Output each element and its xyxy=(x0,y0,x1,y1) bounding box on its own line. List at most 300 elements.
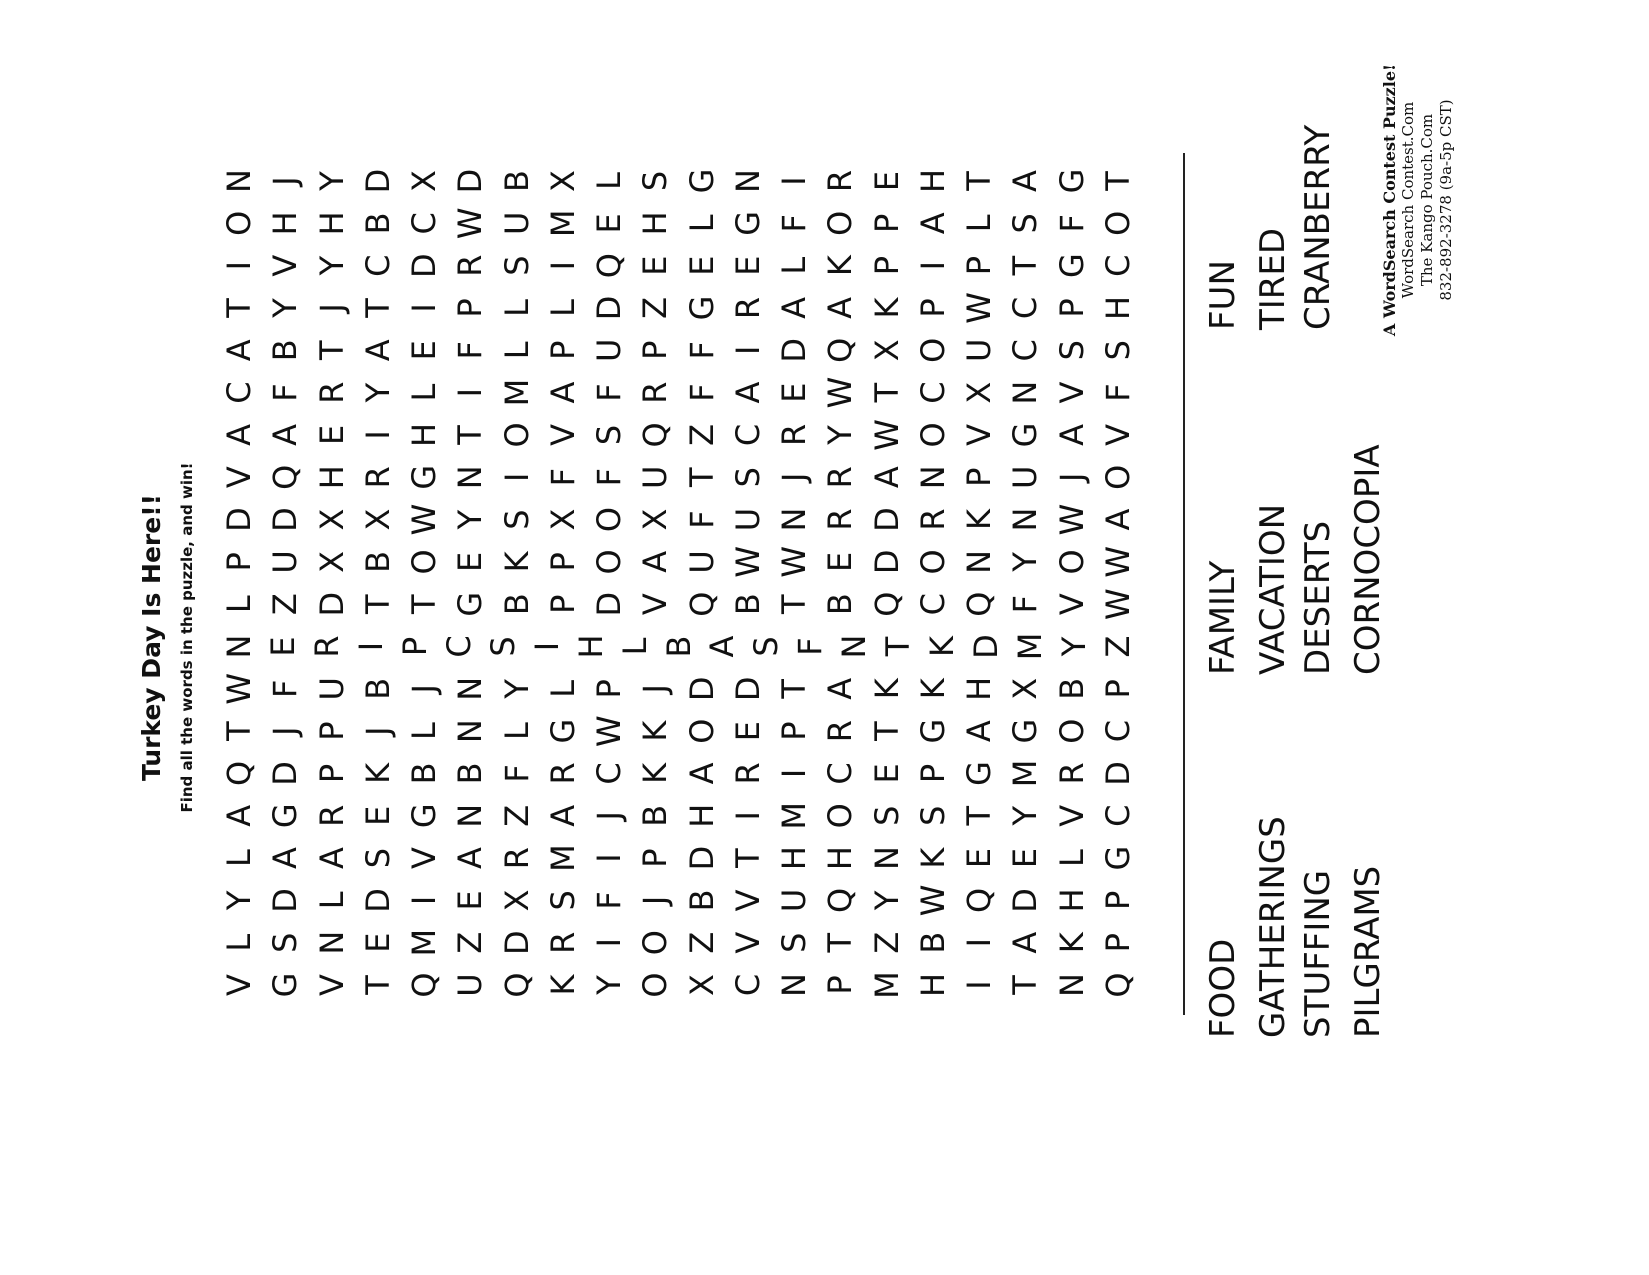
grid-letter[interactable]: L xyxy=(775,256,814,275)
grid-letter[interactable]: X xyxy=(543,508,582,531)
grid-letter[interactable]: D xyxy=(682,845,721,871)
grid-letter[interactable]: N xyxy=(451,676,490,701)
grid-letter[interactable]: C xyxy=(1099,804,1137,827)
grid-letter[interactable]: X xyxy=(636,508,675,531)
grid-letter[interactable]: W xyxy=(775,546,814,578)
grid-letter[interactable]: O xyxy=(682,718,721,744)
grid-letter[interactable]: C xyxy=(1006,296,1045,320)
grid-letter[interactable]: U xyxy=(682,550,721,574)
grid-letter[interactable]: C xyxy=(358,254,397,277)
grid-letter[interactable]: O xyxy=(913,337,952,363)
grid-letter[interactable]: G xyxy=(405,464,444,490)
grid-letter[interactable]: U xyxy=(312,677,351,701)
grid-letter[interactable]: S xyxy=(497,509,536,530)
grid-letter[interactable]: N xyxy=(1006,507,1045,532)
grid-letter[interactable]: Q xyxy=(636,422,675,448)
grid-letter[interactable]: D xyxy=(405,253,444,278)
grid-letter[interactable]: J xyxy=(266,726,305,736)
grid-letter[interactable]: C xyxy=(1099,719,1137,743)
grid-letter[interactable]: Y xyxy=(358,382,397,403)
grid-letter[interactable]: Y xyxy=(867,890,906,911)
grid-letter[interactable]: E xyxy=(263,636,302,657)
grid-letter[interactable]: C xyxy=(405,212,444,235)
grid-letter[interactable]: G xyxy=(682,168,721,194)
grid-letter[interactable]: A xyxy=(1099,508,1137,531)
grid-letter[interactable]: L xyxy=(497,299,536,317)
grid-letter[interactable]: G xyxy=(543,718,582,744)
grid-letter[interactable]: D xyxy=(967,634,1006,659)
grid-letter[interactable]: W xyxy=(960,292,999,324)
grid-letter[interactable]: T xyxy=(312,340,351,361)
grid-letter[interactable]: G xyxy=(728,210,767,236)
grid-letter[interactable]: C xyxy=(728,973,767,997)
grid-letter[interactable]: N xyxy=(913,465,952,490)
grid-letter[interactable]: V xyxy=(220,466,258,489)
grid-letter[interactable]: L xyxy=(405,383,444,402)
grid-letter[interactable]: T xyxy=(1006,975,1045,995)
grid-letter[interactable]: T xyxy=(775,679,814,699)
grid-letter[interactable]: G xyxy=(913,718,952,744)
grid-letter[interactable]: I xyxy=(451,387,490,398)
grid-letter[interactable]: X xyxy=(358,508,397,531)
grid-letter[interactable]: D xyxy=(590,591,629,617)
grid-letter[interactable]: T xyxy=(1006,255,1045,276)
grid-letter[interactable]: S xyxy=(728,467,767,488)
grid-letter[interactable]: P xyxy=(867,213,906,233)
grid-letter[interactable]: J xyxy=(266,176,305,186)
grid-letter[interactable]: R xyxy=(543,762,582,785)
grid-letter[interactable]: I xyxy=(405,895,444,906)
grid-letter[interactable]: H xyxy=(960,676,999,701)
grid-letter[interactable]: Q xyxy=(821,337,860,363)
grid-letter[interactable]: I xyxy=(728,345,767,355)
grid-letter[interactable]: D xyxy=(358,888,397,913)
grid-letter[interactable]: K xyxy=(867,297,906,319)
grid-letter[interactable]: K xyxy=(960,509,999,531)
grid-letter[interactable]: N xyxy=(451,719,490,744)
grid-letter[interactable]: V xyxy=(728,889,767,912)
grid-letter[interactable]: Y xyxy=(1006,552,1045,572)
grid-letter[interactable]: D xyxy=(590,295,629,321)
grid-letter[interactable]: H xyxy=(913,972,952,998)
grid-letter[interactable]: H xyxy=(682,803,721,828)
grid-letter[interactable]: P xyxy=(913,298,952,318)
grid-letter[interactable]: D xyxy=(497,930,536,956)
grid-letter[interactable]: R xyxy=(1052,762,1091,785)
grid-letter[interactable]: X xyxy=(1006,677,1045,700)
grid-letter[interactable]: V xyxy=(636,593,675,616)
grid-letter[interactable]: L xyxy=(312,891,351,910)
grid-letter[interactable]: S xyxy=(266,932,305,953)
grid-letter[interactable]: Y xyxy=(821,425,860,445)
grid-letter[interactable]: U xyxy=(960,338,999,362)
grid-letter[interactable]: X xyxy=(867,339,906,362)
grid-letter[interactable]: P xyxy=(543,594,582,614)
grid-letter[interactable]: P xyxy=(451,298,490,318)
grid-letter[interactable]: P xyxy=(1099,933,1137,953)
grid-letter[interactable]: N xyxy=(728,169,767,193)
grid-letter[interactable]: W xyxy=(451,207,490,240)
grid-letter[interactable]: E xyxy=(312,424,351,446)
grid-letter[interactable]: S xyxy=(590,424,629,446)
grid-letter[interactable]: L xyxy=(960,214,999,233)
grid-letter[interactable]: O xyxy=(497,422,536,448)
grid-letter[interactable]: R xyxy=(821,466,860,489)
grid-letter[interactable]: D xyxy=(220,507,258,532)
grid-letter[interactable]: F xyxy=(497,764,536,783)
grid-letter[interactable]: O xyxy=(913,549,952,575)
grid-letter[interactable]: B xyxy=(358,212,397,235)
grid-letter[interactable]: P xyxy=(867,256,906,276)
grid-letter[interactable]: B xyxy=(1052,677,1091,700)
grid-letter[interactable]: F xyxy=(1099,383,1137,402)
grid-letter[interactable]: N xyxy=(835,634,874,659)
grid-letter[interactable]: P xyxy=(1052,298,1091,318)
grid-letter[interactable]: N xyxy=(1052,973,1091,997)
grid-letter[interactable]: C xyxy=(913,381,952,404)
grid-letter[interactable]: P xyxy=(312,721,351,741)
grid-letter[interactable]: X xyxy=(682,974,721,996)
grid-letter[interactable]: A xyxy=(1006,931,1045,954)
grid-letter[interactable]: Z xyxy=(682,931,721,954)
grid-letter[interactable]: T xyxy=(879,636,918,657)
grid-letter[interactable]: Z xyxy=(451,931,490,954)
grid-letter[interactable]: F xyxy=(682,383,721,402)
grid-letter[interactable]: O xyxy=(590,549,629,575)
grid-letter[interactable]: S xyxy=(497,255,536,276)
grid-letter[interactable]: V xyxy=(960,423,999,446)
grid-letter[interactable]: V xyxy=(1052,593,1091,616)
grid-letter[interactable]: R xyxy=(312,804,351,827)
grid-letter[interactable]: A xyxy=(266,423,305,446)
grid-letter[interactable]: B xyxy=(497,170,536,192)
grid-letter[interactable]: I xyxy=(220,260,258,271)
grid-letter[interactable]: O xyxy=(1052,549,1091,575)
grid-letter[interactable]: N xyxy=(1006,380,1045,405)
grid-letter[interactable]: S xyxy=(1099,340,1137,361)
grid-letter[interactable]: L xyxy=(220,933,258,952)
grid-letter[interactable]: E xyxy=(358,805,397,826)
grid-letter[interactable]: B xyxy=(659,635,698,658)
grid-letter[interactable]: D xyxy=(1006,888,1045,913)
grid-letter[interactable]: A xyxy=(543,381,582,404)
grid-letter[interactable]: H xyxy=(636,211,675,236)
grid-letter[interactable]: D xyxy=(358,168,397,194)
grid-letter[interactable]: K xyxy=(913,678,952,700)
grid-letter[interactable]: B xyxy=(358,550,397,573)
grid-letter[interactable]: V xyxy=(1099,423,1137,446)
grid-letter[interactable]: T xyxy=(775,594,814,614)
grid-letter[interactable]: D xyxy=(775,337,814,363)
grid-letter[interactable]: E xyxy=(451,551,490,572)
grid-letter[interactable]: I xyxy=(497,472,536,482)
grid-letter[interactable]: H xyxy=(312,465,351,490)
grid-letter[interactable]: E xyxy=(358,932,397,953)
grid-letter[interactable]: E xyxy=(682,255,721,276)
grid-letter[interactable]: F xyxy=(543,468,582,487)
grid-letter[interactable]: Z xyxy=(682,423,721,446)
grid-letter[interactable]: I xyxy=(775,176,814,186)
grid-letter[interactable]: W xyxy=(1099,588,1137,620)
grid-letter[interactable]: G xyxy=(960,761,999,786)
grid-letter[interactable]: X xyxy=(405,170,444,192)
grid-letter[interactable]: P xyxy=(590,679,629,699)
grid-letter[interactable]: R xyxy=(728,296,767,320)
grid-letter[interactable]: I xyxy=(358,430,397,440)
grid-letter[interactable]: N xyxy=(867,846,906,871)
grid-letter[interactable]: Y xyxy=(312,255,351,276)
grid-letter[interactable]: Y xyxy=(451,509,490,530)
grid-letter[interactable]: U xyxy=(775,888,814,913)
grid-letter[interactable]: Z xyxy=(1099,635,1137,658)
grid-letter[interactable]: Z xyxy=(266,593,305,616)
grid-letter[interactable]: O xyxy=(590,506,629,533)
grid-letter[interactable]: F xyxy=(682,510,721,529)
grid-letter[interactable]: D xyxy=(312,591,351,617)
grid-letter[interactable]: A xyxy=(1052,423,1091,446)
grid-letter[interactable]: Z xyxy=(636,297,675,319)
grid-letter[interactable]: B xyxy=(451,762,490,785)
grid-letter[interactable]: A xyxy=(543,804,582,827)
grid-letter[interactable]: T xyxy=(358,975,397,995)
grid-letter[interactable]: M xyxy=(405,928,444,957)
grid-letter[interactable]: X xyxy=(312,508,351,531)
grid-letter[interactable]: L xyxy=(220,849,258,867)
grid-letter[interactable]: Q xyxy=(867,591,906,617)
grid-letter[interactable]: A xyxy=(312,847,351,870)
grid-letter[interactable]: B xyxy=(636,804,675,827)
grid-letter[interactable]: D xyxy=(266,507,305,532)
grid-letter[interactable]: N xyxy=(451,465,490,490)
grid-letter[interactable]: T xyxy=(960,171,999,191)
grid-letter[interactable]: D xyxy=(867,549,906,575)
grid-letter[interactable]: T xyxy=(358,298,397,318)
grid-letter[interactable]: S xyxy=(543,890,582,911)
grid-letter[interactable]: N xyxy=(775,507,814,532)
grid-letter[interactable]: H xyxy=(571,634,610,659)
grid-letter[interactable]: Y xyxy=(266,298,305,318)
grid-letter[interactable]: R xyxy=(636,381,675,404)
grid-letter[interactable]: H xyxy=(405,422,444,447)
grid-letter[interactable]: S xyxy=(358,847,397,869)
grid-letter[interactable]: W xyxy=(405,503,444,536)
grid-letter[interactable]: G xyxy=(1099,845,1137,871)
grid-letter[interactable]: R xyxy=(358,466,397,489)
grid-letter[interactable]: J xyxy=(636,895,675,906)
grid-letter[interactable]: F xyxy=(791,637,830,656)
grid-letter[interactable]: J xyxy=(775,472,814,482)
grid-letter[interactable]: A xyxy=(821,677,860,700)
grid-letter[interactable]: S xyxy=(747,636,786,657)
grid-letter[interactable]: O xyxy=(636,930,675,956)
grid-letter[interactable]: E xyxy=(1006,847,1045,869)
grid-letter[interactable]: V xyxy=(1052,381,1091,404)
grid-letter[interactable]: T xyxy=(1099,171,1137,191)
grid-letter[interactable]: I xyxy=(590,853,629,863)
grid-letter[interactable]: Y xyxy=(497,679,536,699)
grid-letter[interactable]: E xyxy=(867,763,906,784)
grid-letter[interactable]: I xyxy=(351,641,390,652)
grid-letter[interactable]: T xyxy=(220,721,258,741)
grid-letter[interactable]: P xyxy=(960,467,999,487)
grid-letter[interactable]: M xyxy=(497,378,536,407)
grid-letter[interactable]: V xyxy=(405,847,444,870)
grid-letter[interactable]: O xyxy=(636,972,675,998)
grid-letter[interactable]: P xyxy=(1099,679,1137,699)
grid-letter[interactable]: N xyxy=(775,973,814,997)
grid-letter[interactable]: W xyxy=(821,376,860,409)
grid-letter[interactable]: I xyxy=(960,980,999,990)
grid-letter[interactable]: R xyxy=(728,762,767,785)
grid-letter[interactable]: T xyxy=(220,298,258,318)
grid-letter[interactable]: L xyxy=(405,722,444,741)
grid-letter[interactable]: Z xyxy=(497,804,536,827)
grid-letter[interactable]: C xyxy=(728,423,767,447)
grid-letter[interactable]: W xyxy=(590,715,629,747)
grid-letter[interactable]: R xyxy=(451,254,490,277)
grid-letter[interactable]: E xyxy=(867,170,906,192)
grid-letter[interactable]: Q xyxy=(497,972,536,998)
grid-letter[interactable]: L xyxy=(497,341,536,360)
grid-letter[interactable]: N xyxy=(451,803,490,828)
grid-letter[interactable]: D xyxy=(1099,761,1137,786)
grid-letter[interactable]: U xyxy=(728,507,767,532)
grid-letter[interactable]: F xyxy=(266,383,305,402)
grid-letter[interactable]: B xyxy=(821,593,860,616)
grid-letter[interactable]: T xyxy=(867,721,906,741)
grid-letter[interactable]: A xyxy=(913,212,952,235)
grid-letter[interactable]: C xyxy=(913,593,952,616)
grid-letter[interactable]: K xyxy=(543,974,582,996)
grid-letter[interactable]: M xyxy=(775,801,814,830)
grid-letter[interactable]: C xyxy=(1099,254,1137,277)
grid-letter[interactable]: Z xyxy=(867,931,906,954)
grid-letter[interactable]: V xyxy=(266,254,305,277)
grid-letter[interactable]: T xyxy=(451,425,490,445)
grid-letter[interactable]: J xyxy=(358,726,397,736)
grid-letter[interactable]: U xyxy=(266,550,305,574)
grid-letter[interactable]: O xyxy=(913,422,952,448)
grid-letter[interactable]: I xyxy=(527,641,566,652)
grid-letter[interactable]: L xyxy=(682,214,721,233)
grid-letter[interactable]: H xyxy=(1099,295,1137,320)
grid-letter[interactable]: C xyxy=(220,381,258,404)
grid-letter[interactable]: I xyxy=(543,260,582,271)
grid-letter[interactable]: G xyxy=(682,295,721,321)
grid-letter[interactable]: M xyxy=(543,844,582,872)
grid-letter[interactable]: Y xyxy=(1055,636,1094,657)
grid-letter[interactable]: K xyxy=(1052,932,1091,954)
grid-letter[interactable]: M xyxy=(867,971,906,999)
grid-letter[interactable]: S xyxy=(636,170,675,192)
grid-letter[interactable]: O xyxy=(220,210,258,236)
grid-letter[interactable]: A xyxy=(1006,170,1045,192)
grid-letter[interactable]: J xyxy=(312,303,351,313)
grid-letter[interactable]: B xyxy=(913,931,952,954)
grid-letter[interactable]: C xyxy=(821,762,860,785)
grid-letter[interactable]: E xyxy=(728,255,767,276)
grid-letter[interactable]: T xyxy=(682,467,721,487)
grid-letter[interactable]: P xyxy=(543,552,582,572)
grid-letter[interactable]: T xyxy=(867,382,906,403)
grid-letter[interactable]: F xyxy=(590,383,629,402)
grid-letter[interactable]: T xyxy=(821,932,860,953)
grid-letter[interactable]: K xyxy=(636,720,675,742)
grid-letter[interactable]: P xyxy=(636,340,675,360)
grid-letter[interactable]: G xyxy=(405,803,444,829)
grid-letter[interactable]: A xyxy=(358,339,397,362)
grid-letter[interactable]: W xyxy=(220,672,258,705)
grid-letter[interactable]: D xyxy=(682,676,721,702)
grid-letter[interactable]: B xyxy=(682,889,721,912)
grid-letter[interactable]: A xyxy=(636,550,675,573)
grid-letter[interactable]: F xyxy=(1052,214,1091,233)
grid-letter[interactable]: I xyxy=(590,937,629,948)
grid-letter[interactable]: A xyxy=(220,804,258,827)
grid-letter[interactable]: A xyxy=(867,466,906,489)
grid-letter[interactable]: I xyxy=(913,260,952,271)
grid-letter[interactable]: O xyxy=(821,210,860,236)
grid-letter[interactable]: N xyxy=(220,634,258,659)
grid-letter[interactable]: F xyxy=(682,341,721,360)
grid-letter[interactable]: W xyxy=(728,546,767,578)
grid-letter[interactable]: I xyxy=(960,937,999,948)
grid-letter[interactable]: U xyxy=(451,973,490,997)
grid-letter[interactable]: R xyxy=(821,508,860,531)
grid-letter[interactable]: C xyxy=(1006,339,1045,362)
grid-letter[interactable]: L xyxy=(497,722,536,741)
grid-letter[interactable]: G xyxy=(1006,718,1045,744)
grid-letter[interactable]: U xyxy=(1006,465,1045,489)
grid-letter[interactable]: A xyxy=(728,381,767,404)
grid-letter[interactable]: P xyxy=(821,975,860,995)
grid-letter[interactable]: B xyxy=(405,762,444,785)
grid-letter[interactable]: T xyxy=(960,805,999,826)
grid-letter[interactable]: S xyxy=(1052,340,1091,361)
grid-letter[interactable]: D xyxy=(266,761,305,786)
grid-letter[interactable]: I xyxy=(728,811,767,821)
grid-letter[interactable]: A xyxy=(703,635,742,658)
grid-letter[interactable]: D xyxy=(451,168,490,194)
grid-letter[interactable]: F xyxy=(266,679,305,698)
grid-letter[interactable]: R xyxy=(913,508,952,531)
grid-letter[interactable]: D xyxy=(266,888,305,913)
grid-letter[interactable]: V xyxy=(1052,804,1091,827)
grid-letter[interactable]: E xyxy=(775,382,814,403)
grid-letter[interactable]: L xyxy=(543,299,582,317)
grid-letter[interactable]: Q xyxy=(405,972,444,998)
grid-letter[interactable]: E xyxy=(636,255,675,276)
grid-letter[interactable]: Q xyxy=(590,253,629,279)
grid-letter[interactable]: O xyxy=(1099,464,1137,490)
grid-letter[interactable]: E xyxy=(405,340,444,361)
grid-letter[interactable]: E xyxy=(590,213,629,234)
grid-letter[interactable]: V xyxy=(312,974,351,996)
grid-letter[interactable]: G xyxy=(266,972,305,998)
grid-letter[interactable]: G xyxy=(1052,253,1091,279)
grid-letter[interactable]: P xyxy=(913,763,952,784)
grid-letter[interactable]: Q xyxy=(220,760,258,787)
grid-letter[interactable]: O xyxy=(405,549,444,575)
grid-letter[interactable]: B xyxy=(358,677,397,700)
grid-letter[interactable]: G xyxy=(1052,168,1091,194)
grid-letter[interactable]: H xyxy=(312,211,351,236)
grid-letter[interactable]: E xyxy=(821,551,860,572)
grid-letter[interactable]: H xyxy=(1052,888,1091,913)
grid-letter[interactable]: D xyxy=(867,507,906,532)
grid-letter[interactable]: Y xyxy=(220,890,258,911)
grid-letter[interactable]: R xyxy=(775,423,814,447)
